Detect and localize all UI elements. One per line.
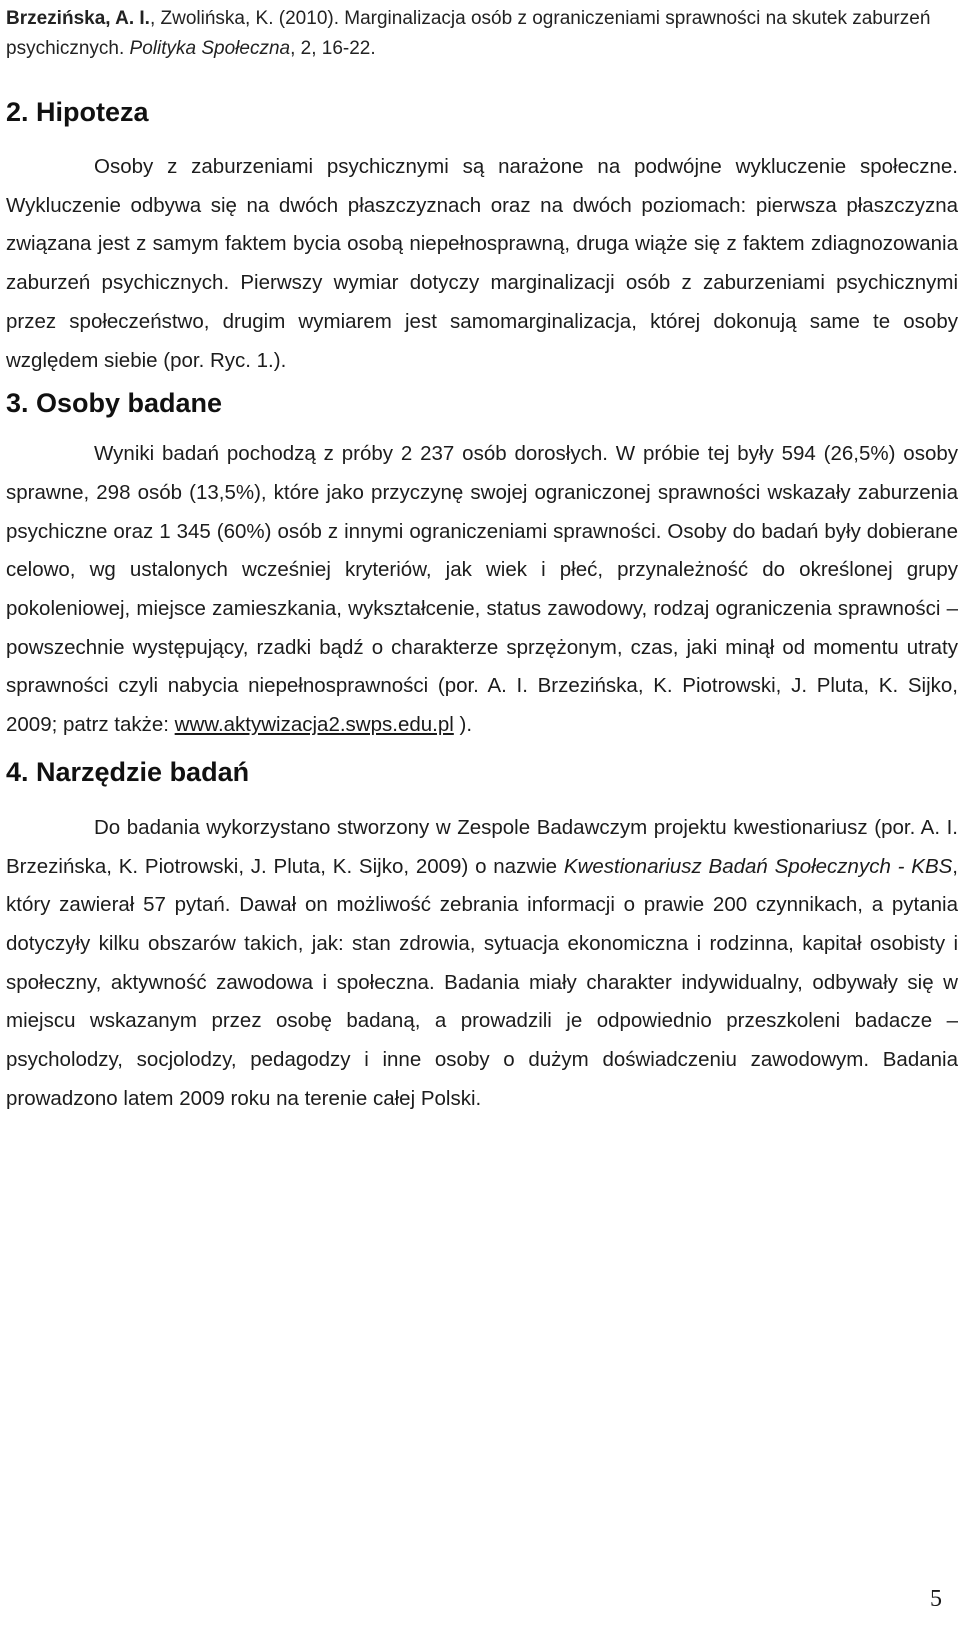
page-number: 5 [930, 1586, 942, 1612]
section-heading-hipoteza: 2. Hipoteza [6, 97, 149, 127]
aktywizacja-link[interactable]: www.aktywizacja2.swps.edu.pl [174, 713, 454, 737]
citation-authors-rest: , Zwolińska, K. (2010). Marginalizacja osób z ograniczeniami sprawności na skutek zaburzeń psychicznych. [6, 8, 931, 59]
paragraph-osoby-badane-end: ). [453, 713, 473, 737]
citation-journal: Polityka Społeczna [129, 38, 291, 59]
paragraph-hipoteza: Osoby z zaburzeniami psychicznymi są narażone na podwójne wykluczenie społeczne. Wykluczenie odbywa się na dwóch płaszczyznach oraz na dwóch poziomach: pierwsza płaszczyzna związana jest z samym faktem bycia osobą niepełnosprawną, druga wiąże się z faktem zdiagnozowania zaburzeń psychicznych. Pierwszy wymiar dotyczy marginalizacji osób z zaburzeniami psychicznymi przez społeczeństwo, drugim wymiarem jest samomarginalizacja, której dokonują same te osoby względem siebie (por. Ryc. 1.). [6, 155, 958, 372]
citation-authors-bold: Brzezińska, A. I. [6, 8, 150, 29]
paragraph-narzedzie-start: Do badania wykorzystano stworzony w Zespole Badawczym projektu kwestionariusz (por. A. I. Brzezińska, K. Piotrowski, J. Pluta, K. Sijko, 2009) o nazwie [6, 815, 958, 878]
paragraph-narzedzie-end: , który zawierał 57 pytań. Dawał on możliwość zebrania informacji o prawie 200 czynnikach, a pytania dotyczyły kilku obszarów takich, jak: stan zdrowia, sytuacja ekonomiczna i rodzinna, kapitał osobisty i społeczny, aktywność zawodowa i społeczna. Badania miały charakter indywidualny, odbywały się w miejscu wskazanym przez osobę badaną, a prowadzili je odpowiednio przeszkoleni badacze – psycholodzy, socjolodzy, pedagodzy i inne osoby o dużym doświadczeniu zawodowym. Badania prowadzono latem 2009 roku na terenie całej Polski. [6, 854, 958, 1110]
document-page [6, 0, 958, 1118]
citation-header [6, 4, 958, 64]
paragraph-osoby-badane-text: Wyniki badań pochodzą z próby 2 237 osób dorosłych. W próbie tej były 594 (26,5%) osoby sprawne, 298 osób (13,5%), które jako przyczynę swojej ograniczonej sprawności wskazały zaburzenia psychiczne oraz 1 345 (60%) osób z innymi ograniczeniami sprawności. Osoby do badań były dobierane celowo, wg ustalonych wcześniej kryteriów, jak wiek i płeć, przynależność do określonej grupy pokoleniowej, miejsce zamieszkania, wykształcenie, status zawodowy, rodzaj ograniczenia sprawności – powszechnie występujący, rzadki bądź o charakterze sprzężonym, czas, jaki minął od momentu utraty sprawności czyli nabycia niepełnosprawności (por. A. I. Brzezińska, K. Piotrowski, J. Pluta, K. Sijko, 2009; patrz także: [6, 442, 958, 737]
paragraph-osoby-badane [6, 435, 958, 745]
citation-issue: , 2, 16-22. [290, 38, 376, 59]
section-heading-osoby-badane: 3. Osoby badane [6, 388, 223, 419]
paragraph-narzedzie [6, 809, 958, 1119]
section-heading-narzedzie: 4. Narzędzie badań [6, 756, 250, 787]
questionnaire-title: Kwestionariusz Badań Społecznych - KBS [563, 854, 953, 878]
